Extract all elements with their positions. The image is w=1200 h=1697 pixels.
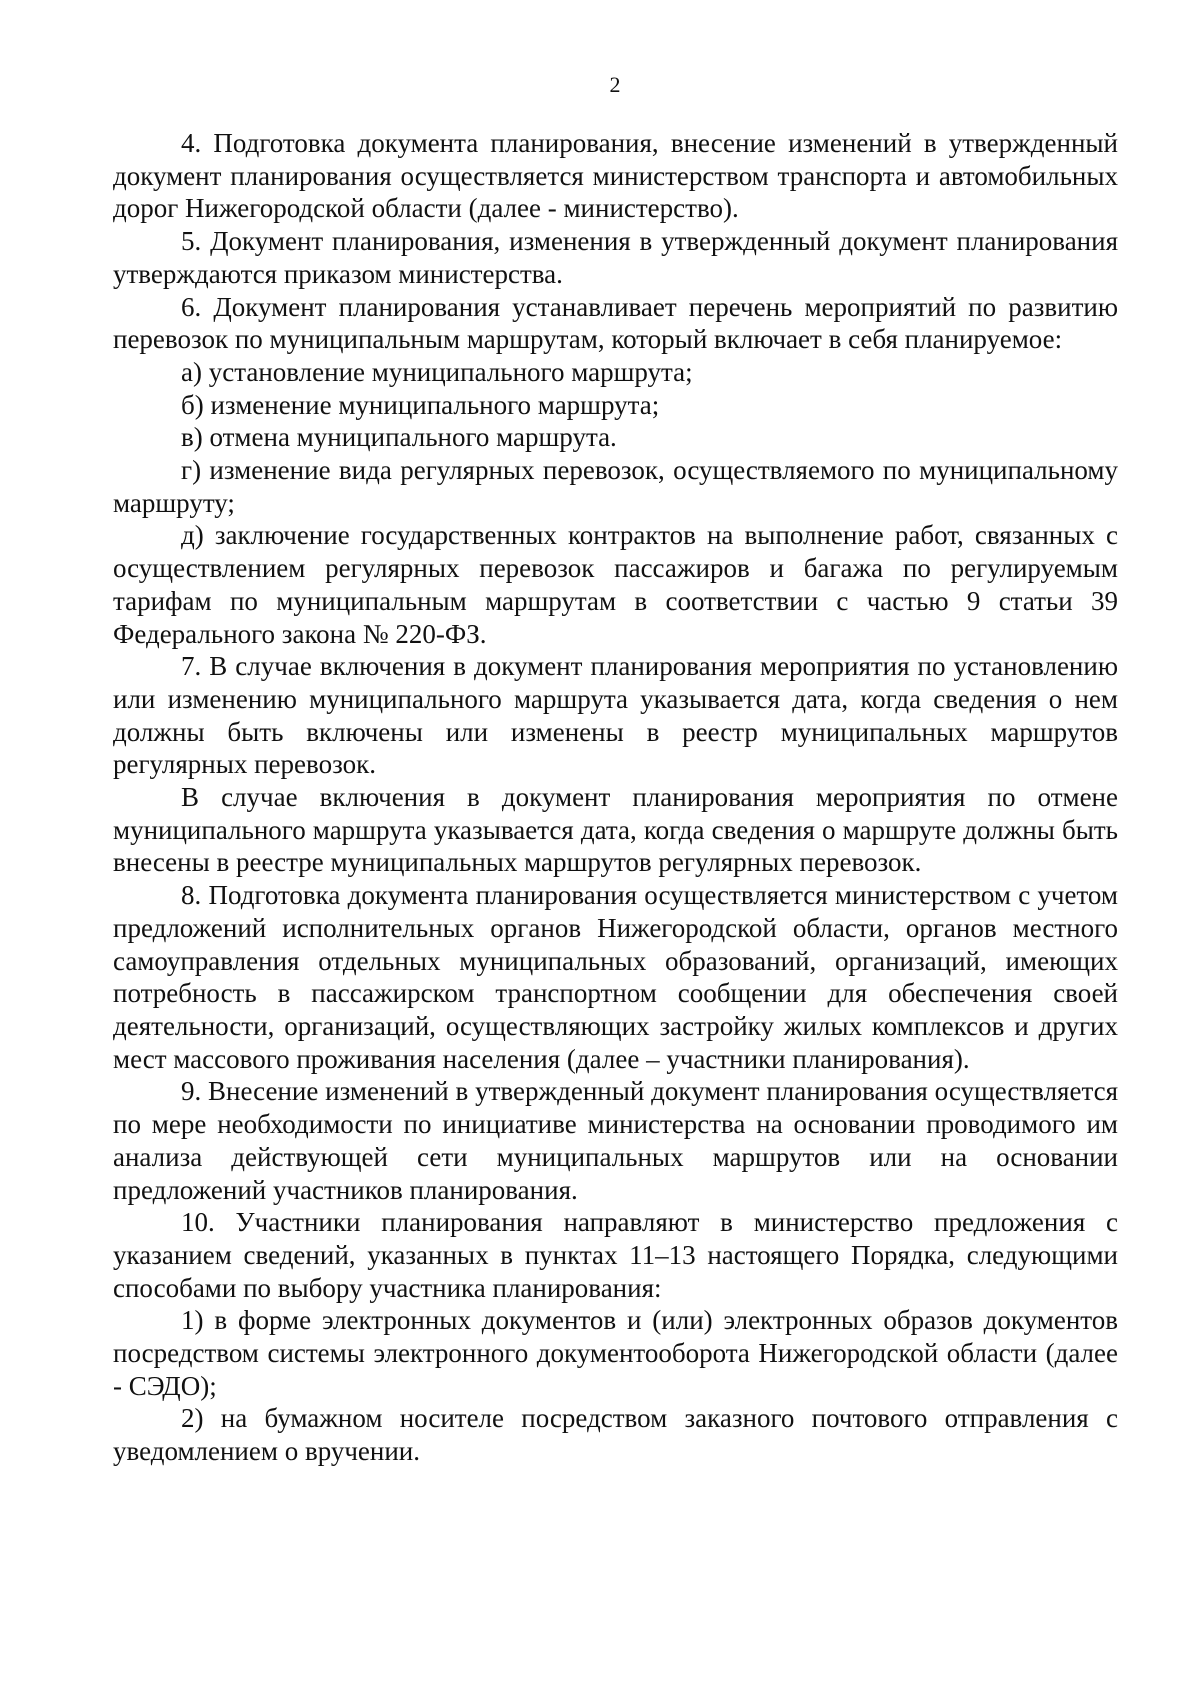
paragraph-item-10: 10. Участники планирования направляют в министерство предложения с указанием сведений, указанных в пунктах 11–13 настоящего Порядка, следующими способами по выбору участника планирования: bbox=[113, 1207, 1118, 1303]
subitem-d: д) заключение государственных контрактов на выполнение работ, связанных с осуществлением регулярных перевозок пассажиров и багажа по регулируемым тарифам по муниципальным маршрутам в соответствии с частью 9 статьи 39 Федерального закона № 220-ФЗ. bbox=[113, 520, 1118, 649]
subitem-v: в) отмена муниципального маршрута. bbox=[181, 422, 617, 453]
paragraph-item-6: 6. Документ планирования устанавливает перечень мероприятий по развитию перевозок по муниципальным маршрутам, который включает в себя планируемое: bbox=[113, 291, 1118, 355]
subitem-b: б) изменение муниципального маршрута; bbox=[181, 389, 660, 420]
paragraph-item-5: 5. Документ планирования, изменения в утвержденный документ планирования утверждаются приказом министерства. bbox=[113, 226, 1118, 289]
paragraph-item-9: 9. Внесение изменений в утвержденный документ планирования осуществляется по мере необходимости по инициативе министерства на основании проводимого им анализа действующей сети муниципальных маршрутов или на основании предложений участников планирования. bbox=[113, 1076, 1118, 1205]
paragraph-item-8: 8. Подготовка документа планирования осуществляется министерством с учетом предложений исполнительных органов Нижегородской области, органов местного самоуправления отдельных муниципальных образований, организаций, имеющих потребность в пассажирском транспортном сообщении для обеспечения своей деятельности, организаций, осуществляющих застройку жилых комплексов и других мест массового проживания населения (далее – участники планирования). bbox=[113, 880, 1118, 1074]
paragraph-item-4: 4. Подготовка документа планирования, внесение изменений в утвержденный документ планирования осуществляется министерством транспорта и автомобильных дорог Нижегородской области (далее - министерство). bbox=[113, 128, 1118, 224]
page-number: 2 bbox=[609, 72, 621, 97]
document-body bbox=[113, 127, 1118, 1468]
subitem-1: 1) в форме электронных документов и (или) электронных образов документов посредством системы электронного документооборота Нижегородской области (далее - СЭДО); bbox=[113, 1305, 1118, 1401]
subitem-2: 2) на бумажном носителе посредством заказного почтового отправления с уведомлением о вручении. bbox=[113, 1403, 1118, 1467]
paragraph-item-7: 7. В случае включения в документ планирования мероприятия по установлению или изменению муниципального маршрута указывается дата, когда сведения о нем должны быть включены или изменены в реестр муниципальных маршрутов регулярных перевозок. bbox=[113, 651, 1118, 780]
subitem-g: г) изменение вида регулярных перевозок, осуществляемого по муниципальному маршруту; bbox=[113, 455, 1118, 518]
subitem-a: а) установление муниципального маршрута; bbox=[181, 356, 693, 387]
paragraph-item-7-continued: В случае включения в документ планирования мероприятия по отмене муниципального маршрута указывается дата, когда сведения о маршруте должны быть внесены в реестре муниципальных маршрутов регулярных перевозок. bbox=[113, 782, 1118, 878]
